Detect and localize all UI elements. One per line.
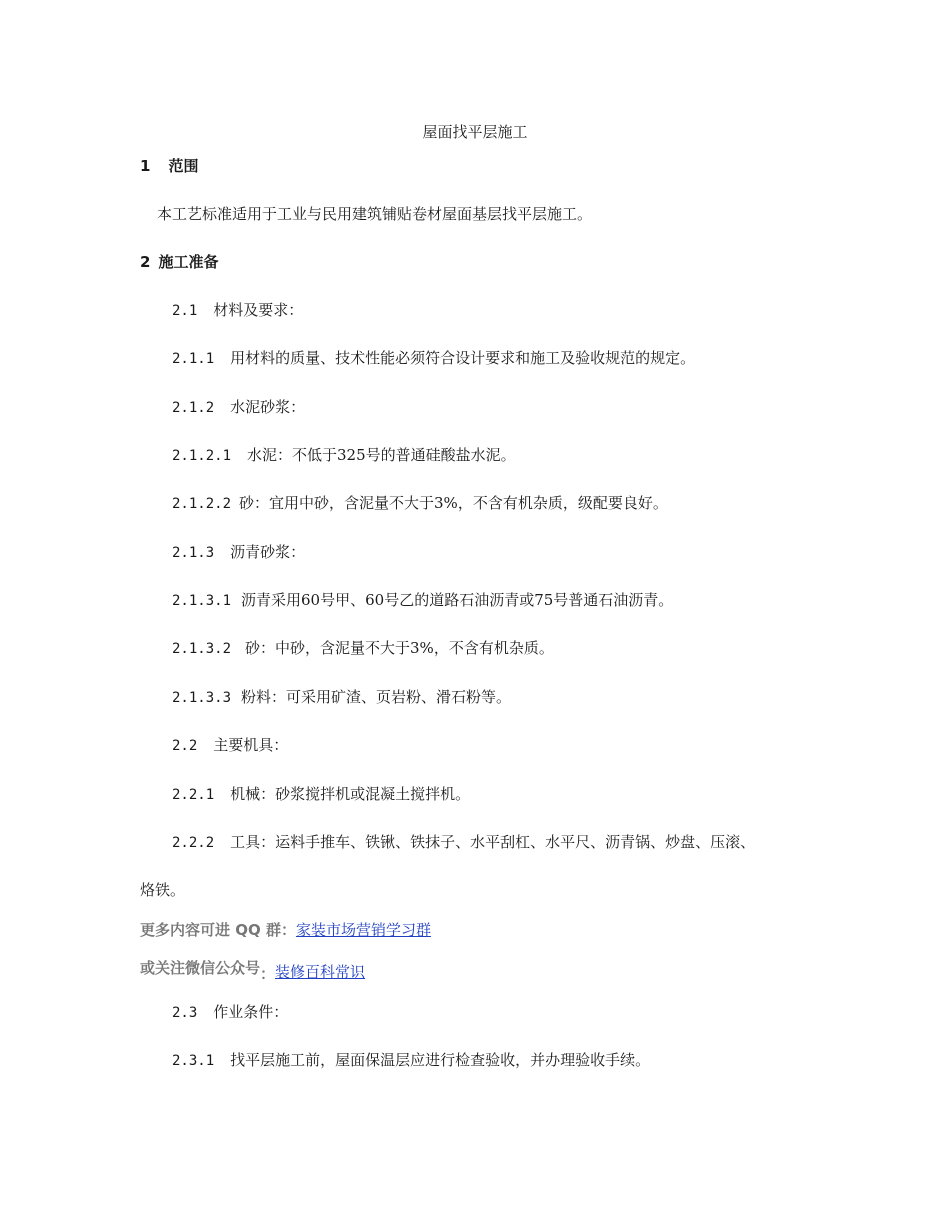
wechat-promo-label: 或关注微信公众号: [140, 959, 261, 977]
item-text: 找平层施工前，屋面保温层应进行检查验收，并办理验收手续。: [230, 1051, 651, 1069]
item-2-1-2: [172, 397, 305, 418]
item-text: 机械：砂浆搅拌机或混凝土搅拌机。: [230, 785, 471, 803]
qq-promo-label: 更多内容可进 QQ 群：: [140, 921, 296, 939]
section-title: 范围: [168, 157, 199, 175]
item-text: 材料及要求：: [213, 301, 304, 319]
item-2-2-2-continuation: 烙铁。: [140, 881, 186, 899]
item-number: 2.1.3.2: [172, 641, 232, 657]
item-number: 2.1.2: [172, 400, 215, 416]
item-2-2: [172, 735, 288, 756]
item-number: 2.2.1: [172, 787, 215, 803]
section-title: 施工准备: [158, 253, 219, 271]
item-number: 2.3: [172, 1005, 198, 1021]
section-1-heading: [140, 156, 198, 176]
section-number: 2: [140, 253, 151, 271]
wechat-promo: [140, 958, 366, 983]
item-text: 沥青砂浆：: [230, 543, 306, 561]
item-2-1-3-1: [172, 590, 673, 611]
item-number: 2.1.3: [172, 545, 215, 561]
item-2-2-1: [172, 784, 470, 805]
item-2-3: [172, 1002, 288, 1023]
item-text: 主要机具：: [213, 736, 289, 754]
section-number: 1: [140, 157, 151, 175]
item-number: 2.2.2: [172, 835, 215, 851]
item-number: 2.1.3.1: [172, 593, 232, 609]
qq-group-promo: [140, 920, 431, 940]
item-2-1-3: [172, 542, 305, 563]
document-title: 屋面找平层施工: [422, 123, 528, 141]
item-text: 砂：中砂，含泥量不大于3%，不含有机杂质。: [245, 639, 554, 657]
item-2-3-1: [172, 1050, 650, 1071]
item-2-1-2-1: [172, 445, 516, 466]
item-number: 2.1.2.1: [172, 448, 232, 464]
item-2-1-1: [172, 348, 695, 369]
item-2-2-2: [172, 832, 755, 853]
item-text: 水泥：不低于325号的普通硅酸盐水泥。: [247, 446, 516, 464]
item-text: 砂：宜用中砂，含泥量不大于3%，不含有机杂质，级配要良好。: [239, 494, 668, 512]
scope-paragraph: 本工艺标准适用于工业与民用建筑铺贴卷材屋面基层找平层施工。: [157, 205, 593, 223]
item-number: 2.3.1: [172, 1053, 215, 1069]
item-number: 2.2: [172, 738, 198, 754]
item-number: 2.1: [172, 303, 198, 319]
item-2-1-3-3: [172, 687, 511, 708]
item-text: 作业条件：: [213, 1003, 289, 1021]
wechat-account-link[interactable]: 装修百科常识: [275, 963, 366, 981]
item-number: 2.1.1: [172, 351, 215, 367]
item-text: 水泥砂浆：: [230, 398, 306, 416]
item-2-1: [172, 300, 303, 321]
item-text: 工具：运料手推车、铁锹、铁抹子、水平刮杠、水平尺、沥青锅、炒盘、压滚、: [230, 833, 756, 851]
item-text: 粉料：可采用矿渣、页岩粉、滑石粉等。: [241, 688, 512, 706]
wechat-promo-colon: ：: [260, 965, 276, 983]
item-number: 2.1.2.2: [172, 496, 232, 512]
section-2-heading: [140, 252, 218, 272]
item-2-1-3-2: [172, 638, 554, 659]
item-text: 用材料的质量、技术性能必须符合设计要求和施工及验收规范的规定。: [230, 349, 696, 367]
qq-group-link[interactable]: 家装市场营销学习群: [295, 921, 431, 939]
item-2-1-2-2: [172, 493, 668, 514]
item-text: 沥青采用60号甲、60号乙的道路石油沥青或75号普通石油沥青。: [241, 591, 674, 609]
item-number: 2.1.3.3: [172, 690, 232, 706]
